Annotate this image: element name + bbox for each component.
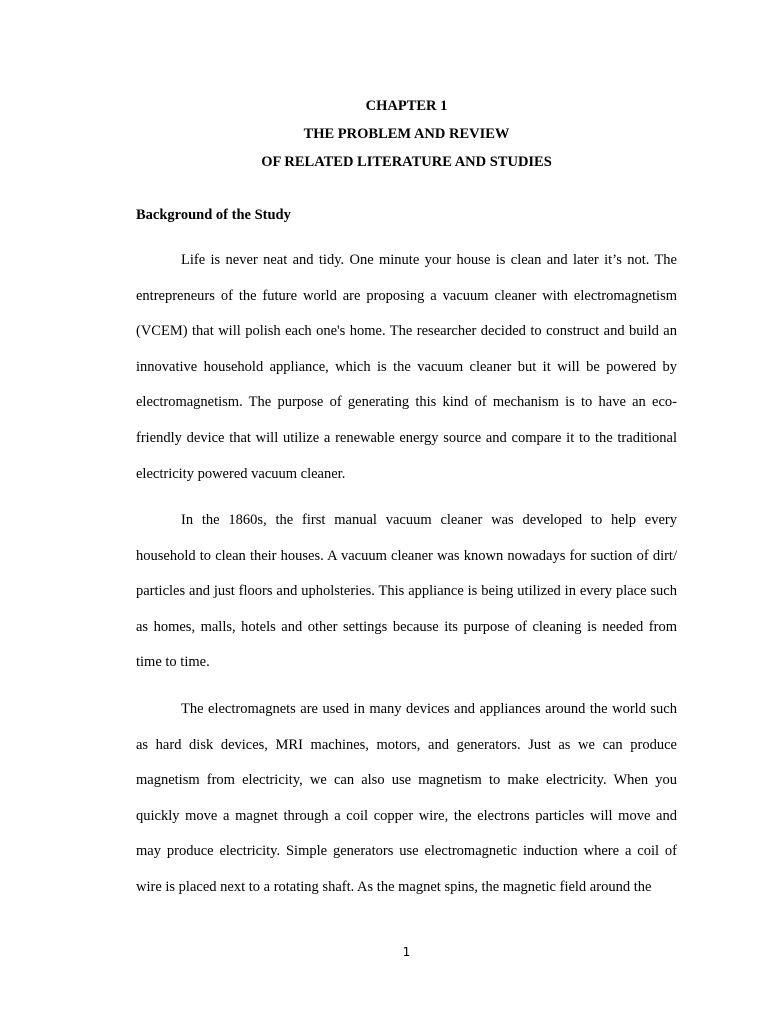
chapter-title-line-1: THE PROBLEM AND REVIEW	[303, 126, 510, 142]
chapter-number: CHAPTER 1	[365, 98, 448, 114]
paragraph-1: Life is never neat and tidy. One minute your house is clean and later it’s not. The entrepreneurs of the future world are proposing a vacuum cleaner with electromagnetism (VCEM) that will polish each one's home. The researcher decided to construct and build an innovative household appliance, which is the vacuum cleaner but it will be powered by electromagnetism. The purpose of generating this kind of mechanism is to have an eco-friendly device that will utilize a renewable energy source and compare it to the traditional electricity powered vacuum cleaner.	[136, 252, 677, 482]
section-title: Background of the Study	[136, 207, 291, 223]
paragraph-2: In the 1860s, the first manual vacuum cleaner was developed to help every household to clean their houses. A vacuum cleaner was known nowadays for suction of dirt/ particles and just floors and upholsteries. This appliance is being utilized in every place such as homes, malls, hotels and other settings because its purpose of cleaning is needed from time to time.	[136, 512, 677, 671]
chapter-heading	[0, 92, 768, 176]
chapter-title-line-2: OF RELATED LITERATURE AND STUDIES	[261, 154, 552, 170]
page-number: 1	[402, 945, 411, 959]
paragraph-3: The electromagnets are used in many devices and appliances around the world such as hard disk devices, MRI machines, motors, and generators. Just as we can produce magnetism from electricity, we can also use magnetism to make electricity. When you quickly move a magnet through a coil copper wire, the electrons particles will move and may produce electricity. Simple generators use electromagnetic induction where a coil of wire is placed next to a rotating shaft. As the magnet spins, the magnetic field around the	[136, 701, 677, 895]
